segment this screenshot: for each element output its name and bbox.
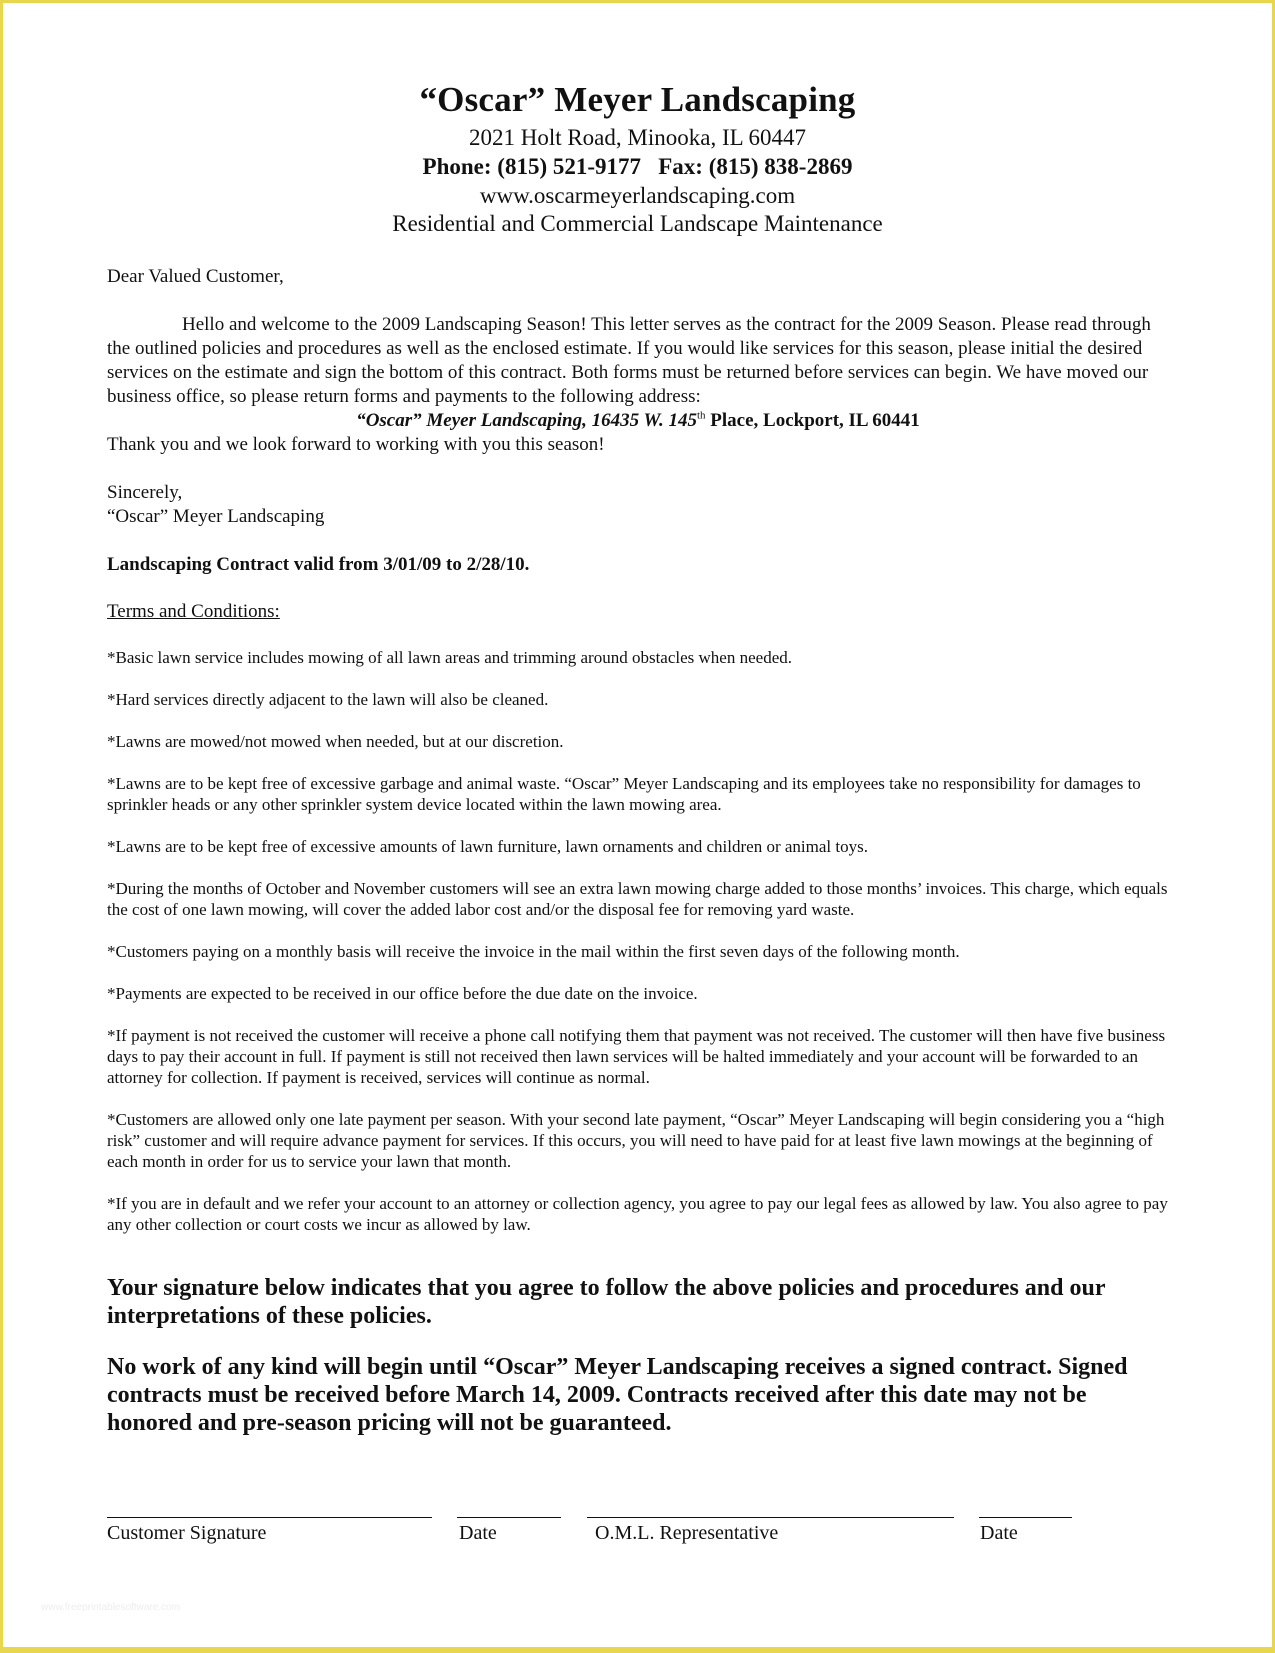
term-item: *Payments are expected to be received in our office before the due date on the invoice. — [107, 984, 698, 1003]
terms-heading: Terms and Conditions: — [107, 601, 280, 622]
representative-date-line[interactable] — [979, 1517, 1072, 1518]
contract-validity: Landscaping Contract valid from 3/01/09 to 2/28/10. — [107, 554, 530, 575]
term-item: *Lawns are mowed/not mowed when needed, but at our discretion. — [107, 732, 564, 751]
term-item: *If payment is not received the customer will receive a phone call notifying them that payment was not received. The customer will then have five business days to pay their account in full. If payment is still not received then lawn services will be halted immediately and your account will be forwarded to an attorney for collection. If payment is received, services will continue as normal. — [107, 1026, 1166, 1087]
new-address-city: Place, Lockport, IL 60441 — [705, 410, 920, 431]
customer-date-line[interactable] — [457, 1517, 561, 1518]
terms-list — [107, 647, 1169, 1256]
company-name: “Oscar” Meyer Landscaping — [419, 80, 856, 119]
no-work-statement: No work of any kind will begin until “Oscar” Meyer Landscaping receives a signed contract. Signed contracts must be received before March 14, 2009. Contracts received after this date may not be honored and pre-season pricing will not be guaranteed. — [107, 1354, 1128, 1436]
term-item: *Customers paying on a monthly basis will receive the invoice in the mail within the first seven days of the following month. — [107, 942, 960, 961]
letterhead — [3, 76, 1272, 238]
contract-page — [3, 3, 1272, 1647]
representative-label: O.M.L. Representative — [595, 1522, 779, 1544]
watermark: www.freeprintablesoftware.com — [41, 1602, 180, 1613]
closing-signature-name: “Oscar” Meyer Landscaping — [107, 506, 325, 527]
greeting: Dear Valued Customer, — [107, 266, 284, 287]
company-website: www.oscarmeyerlandscaping.com — [479, 183, 796, 208]
representative-signature-line[interactable] — [587, 1517, 954, 1518]
company-address: 2021 Holt Road, Minooka, IL 60447 — [468, 125, 807, 150]
closing: Sincerely, — [107, 482, 183, 503]
term-item: *During the months of October and November customers will see an extra lawn mowing charge added to those months’ invoices. This charge, which equals the cost of one lawn mowing, will cover the added labor cost and/or the disposal fee for removing yard waste. — [107, 879, 1168, 919]
term-item: *Hard services directly adjacent to the lawn will also be cleaned. — [107, 690, 549, 709]
term-item: *Lawns are to be kept free of excessive amounts of lawn furniture, lawn ornaments and children or animal toys. — [107, 837, 868, 856]
thanks-line: Thank you and we look forward to working with you this season! — [107, 434, 605, 455]
term-item: *Basic lawn service includes mowing of all lawn areas and trimming around obstacles when needed. — [107, 648, 792, 667]
company-phone-fax: Phone: (815) 521-9177 Fax: (815) 838-2869 — [422, 154, 853, 179]
representative-date-label: Date — [980, 1522, 1018, 1544]
company-tagline: Residential and Commercial Landscape Maintenance — [392, 211, 883, 236]
new-address-ordinal: th — [696, 409, 706, 422]
agreement-statement: Your signature below indicates that you agree to follow the above policies and procedures and our interpretations of these policies. — [107, 1275, 1106, 1329]
term-item: *Lawns are to be kept free of excessive garbage and animal waste. “Oscar” Meyer Landscaping and its employees take no responsibility for damages to sprinkler heads or any other sprinkler system device located within the lawn mowing area. — [107, 774, 1141, 814]
new-address — [107, 409, 1169, 433]
new-address-street: “Oscar” Meyer Landscaping, 16435 W. 145 — [356, 410, 697, 431]
customer-signature-line[interactable] — [107, 1517, 432, 1518]
customer-signature-label: Customer Signature — [107, 1522, 267, 1544]
customer-date-label: Date — [459, 1522, 497, 1544]
term-item: *Customers are allowed only one late payment per season. With your second late payment, “Oscar” Meyer Landscaping will begin considering you a “high risk” customer and will require advance payment for services. If this occurs, you will need to have paid for at least five lawn mowings at the beginning of each month in order for us to service your lawn that month. — [107, 1110, 1165, 1171]
intro-paragraph: Hello and welcome to the 2009 Landscaping Season! This letter serves as the contract for the 2009 Season. Please read through the outlined policies and procedures as well as the enclosed estimate. If you would like services for this season, please initial the desired services on the estimate and sign the bottom of this contract. Both forms must be returned before services can begin. We have moved our business office, so please return forms and payments to the following address: — [107, 314, 1151, 407]
term-item: *If you are in default and we refer your account to an attorney or collection agency, you agree to pay our legal fees as allowed by law. You also agree to pay any other collection or court costs we incur as allowed by law. — [107, 1194, 1168, 1234]
